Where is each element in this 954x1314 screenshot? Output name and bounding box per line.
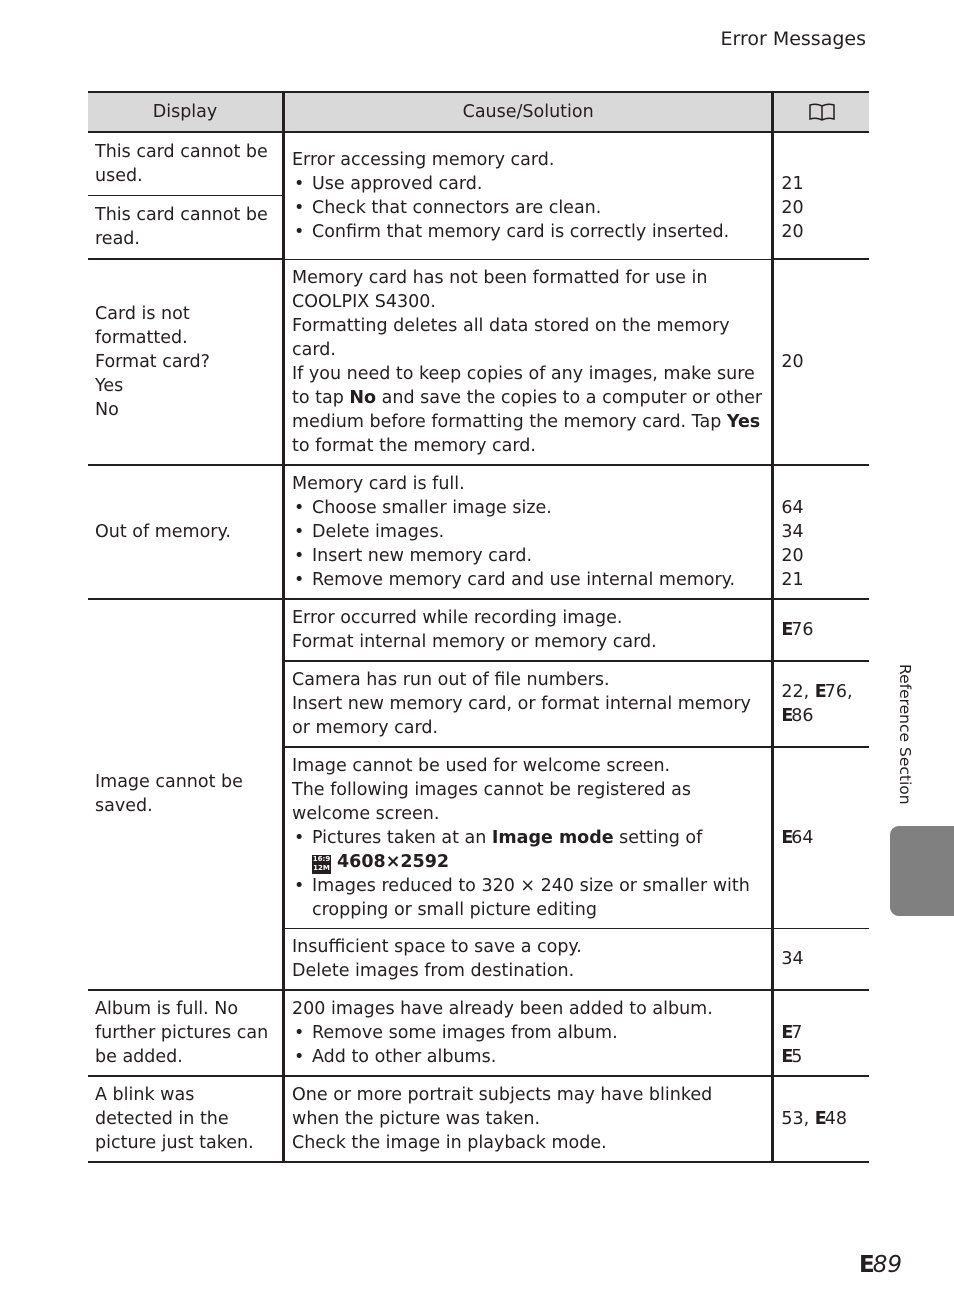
table-row [88,259,869,465]
reference-e-icon: E [814,681,825,702]
cause-cell [284,259,773,465]
list-item: • Remove some images from album. [312,1021,764,1045]
cause-text: Error accessing memory card. [292,149,555,170]
ref-cell: 22, E76, E86 [773,661,869,747]
cause-text: Insert new memory card, or format internal memory or memory card. [292,693,751,738]
display-cell: A blink was detected in the picture just taken. [88,1076,284,1162]
cause-cell [284,132,773,259]
cause-text: Memory card has not been formatted for use in COOLPIX S4300. [292,267,708,312]
cause-text: Check the image in playback mode. [292,1132,607,1153]
display-text: Yes [95,375,124,396]
table-row [88,1076,869,1162]
cause-text: Error occurred while recording image. [292,607,623,628]
cause-text: Camera has run out of file numbers. [292,669,610,690]
list-item: • Choose smaller image size. [312,496,764,520]
bullet-list [292,172,764,244]
display-cell: Image cannot be saved. [88,599,284,990]
cause-text: Memory card is full. [292,473,465,494]
ref-cell: 20 [773,259,869,465]
cause-cell [284,661,773,747]
list-item: • Remove memory card and use internal memory. [312,568,764,592]
cause-cell [284,747,773,929]
ref-page: 21 [781,173,804,194]
reference-e-icon: E [781,705,792,726]
header-ref [773,92,869,132]
section-side-label [890,664,920,814]
cause-text: Format internal memory or memory card. [292,631,657,652]
cause-text: If you need to keep copies of any images, make sure to tap No and save the copies to a computer or other medium before formatting the memory card. Tap Yes to format the memory card. [292,363,763,456]
cause-text: Insufficient space to save a copy. [292,936,582,957]
list-item: • Check that connectors are clean. [312,196,764,220]
ref-page: 20 [781,545,804,566]
section-tab [890,826,954,916]
display-cell: Out of memory. [88,465,284,599]
section-label-text: Reference Section [896,664,914,805]
cause-text: 200 images have already been added to album. [292,998,713,1019]
cause-cell [284,599,773,661]
bullet-list [292,496,764,592]
list-item: • Confirm that memory card is correctly inserted. [312,220,764,244]
display-cell: This card cannot be used. [88,132,284,196]
cause-text: Image cannot be used for welcome screen. [292,755,671,776]
page-number: E89 [859,1252,902,1278]
ref-cell: 53, E48 [773,1076,869,1162]
display-cell: This card cannot be read. [88,196,284,260]
cause-cell [284,1076,773,1162]
bullet-list [292,826,764,922]
ref-cell [773,132,869,259]
book-icon [808,102,836,122]
header-display: Display [88,92,284,132]
ref-page: 21 [781,569,804,590]
display-cell [88,259,284,465]
list-item: • Insert new memory card. [312,544,764,568]
reference-e-icon: E [859,1252,873,1278]
cause-cell [284,928,773,990]
display-text: No [95,399,119,420]
list-item: • Add to other albums. [312,1045,764,1069]
image-mode-icon: 16:9 12M [312,854,331,872]
display-text: Card is not formatted. [95,303,190,348]
cause-text: Formatting deletes all data stored on the memory card. [292,315,730,360]
display-cell: Album is full. No further pictures can be added. [88,990,284,1076]
error-messages-table [88,91,869,1163]
list-item: • Use approved card. [312,172,764,196]
bullet-list [292,1021,764,1069]
cause-text: One or more portrait subjects may have blinked when the picture was taken. [292,1084,713,1129]
table-header-row [88,92,869,132]
ref-cell: E76 [773,599,869,661]
reference-e-icon: E [814,1108,825,1129]
ref-cell [773,465,869,599]
cause-cell [284,465,773,599]
table-row [88,465,869,599]
table-row [88,990,869,1076]
list-item: • Delete images. [312,520,764,544]
ref-cell: E7 E5 [773,990,869,1076]
ref-cell: E64 [773,747,869,929]
ref-page: 20 [781,197,804,218]
table-row [88,599,869,661]
cause-text: Delete images from destination. [292,960,575,981]
header-cause-solution: Cause/Solution [284,92,773,132]
reference-e-icon: E [781,619,792,640]
ref-page: 20 [781,221,804,242]
ref-page: 64 [781,497,804,518]
ref-cell: 34 [773,928,869,990]
display-text: Format card? [95,351,210,372]
reference-e-icon: E [781,827,792,848]
cause-text: The following images cannot be registered as welcome screen. [292,779,692,824]
list-item: • Images reduced to 320 × 240 size or smaller with cropping or small picture editing [312,874,764,922]
reference-e-icon: E [781,1046,792,1067]
page-header-title: Error Messages [720,28,866,50]
table-row [88,132,869,196]
list-item: • Pictures taken at an Image mode setting of 16:9 12M 4608×2592 [312,826,764,874]
ref-page: 34 [781,521,804,542]
reference-e-icon: E [781,1022,792,1043]
cause-cell [284,990,773,1076]
